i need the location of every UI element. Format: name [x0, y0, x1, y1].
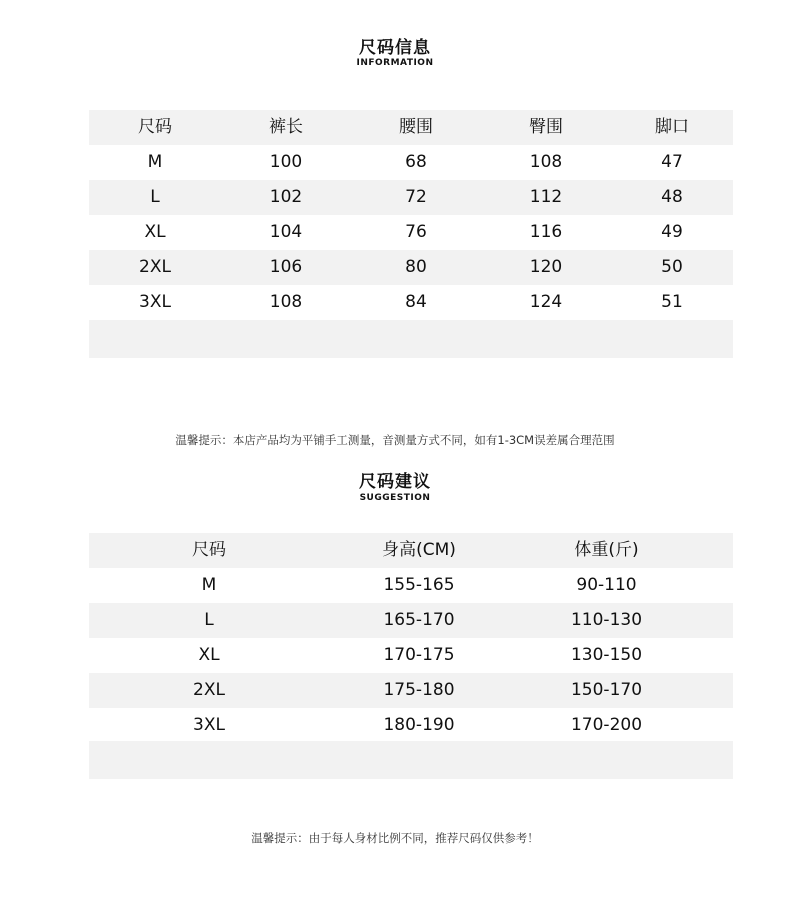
leg-opening-cell: 48	[661, 187, 683, 207]
size-cell: L	[150, 187, 160, 207]
leg-opening-cell: 50	[661, 257, 683, 277]
hip-cell: 124	[529, 292, 563, 312]
weight-cell: 110-130	[570, 610, 643, 630]
pants-length-cell: 102	[269, 187, 303, 207]
header-weight: 体重(斤)	[574, 540, 639, 560]
header-waist: 腰围	[399, 117, 433, 137]
size-cell: XL	[198, 645, 220, 665]
pants-length-cell: 106	[269, 257, 303, 277]
table-row	[89, 215, 733, 250]
table-row	[89, 285, 733, 320]
size-cell: 3XL	[139, 292, 171, 312]
pants-length-cell: 100	[269, 152, 303, 172]
pants-length-cell: 104	[269, 222, 303, 242]
header-hip: 臀围	[529, 117, 563, 137]
waist-cell: 68	[405, 152, 427, 172]
weight-cell: 150-170	[570, 680, 643, 700]
weight-cell: 90-110	[576, 575, 637, 595]
header-leg-opening: 脚口	[655, 117, 689, 137]
header-size: 尺码	[138, 117, 172, 137]
table-row	[89, 568, 733, 603]
height-cell: 180-190	[383, 715, 455, 735]
table-row	[89, 673, 733, 708]
height-cell: 165-170	[383, 610, 455, 630]
height-cell: 155-165	[383, 575, 455, 595]
information-table	[89, 110, 733, 355]
waist-cell: 76	[405, 222, 427, 242]
waist-cell: 72	[405, 187, 427, 207]
table-row	[89, 638, 733, 673]
leg-opening-cell: 47	[661, 152, 683, 172]
suggestion-table	[89, 533, 733, 777]
leg-opening-cell: 51	[661, 292, 683, 312]
suggestion-note: 温馨提示：由于每人身材比例不同，推荐尺码仅供参考！	[251, 831, 539, 845]
size-cell: XL	[144, 222, 166, 242]
table-row	[89, 180, 733, 215]
weight-cell: 170-200	[570, 715, 643, 735]
pants-length-cell: 108	[269, 292, 303, 312]
size-cell: L	[204, 610, 214, 630]
table-row	[89, 145, 733, 180]
information-subtitle: INFORMATION	[356, 58, 434, 68]
hip-cell: 108	[529, 152, 563, 172]
table-row	[89, 250, 733, 285]
hip-cell: 120	[529, 257, 563, 277]
hip-cell: 116	[529, 222, 563, 242]
leg-opening-cell: 49	[661, 222, 683, 242]
information-title: 尺码信息	[359, 38, 431, 58]
suggestion-title: 尺码建议	[359, 472, 431, 492]
height-cell: 170-175	[383, 645, 455, 665]
table-footer-bar	[89, 320, 733, 358]
suggestion-subtitle: SUGGESTION	[359, 493, 431, 503]
header-height: 身高(CM)	[382, 540, 456, 560]
header-pants-length: 裤长	[269, 117, 303, 137]
size-cell: 2XL	[139, 257, 171, 277]
size-cell: 3XL	[193, 715, 225, 735]
suggestion-header-row	[89, 533, 733, 568]
size-cell: M	[147, 152, 163, 172]
table-row	[89, 708, 733, 743]
hip-cell: 112	[529, 187, 563, 207]
waist-cell: 84	[405, 292, 427, 312]
table-footer-bar	[89, 741, 733, 779]
weight-cell: 130-150	[570, 645, 643, 665]
height-cell: 175-180	[383, 680, 455, 700]
size-cell: 2XL	[193, 680, 225, 700]
size-cell: M	[201, 575, 217, 595]
information-note: 温馨提示：本店产品均为平铺手工测量，音测量方式不同，如有1-3CM误差属合理范围	[175, 433, 615, 447]
header-size: 尺码	[192, 540, 226, 560]
table-row	[89, 603, 733, 638]
waist-cell: 80	[405, 257, 427, 277]
information-header-row	[89, 110, 733, 145]
